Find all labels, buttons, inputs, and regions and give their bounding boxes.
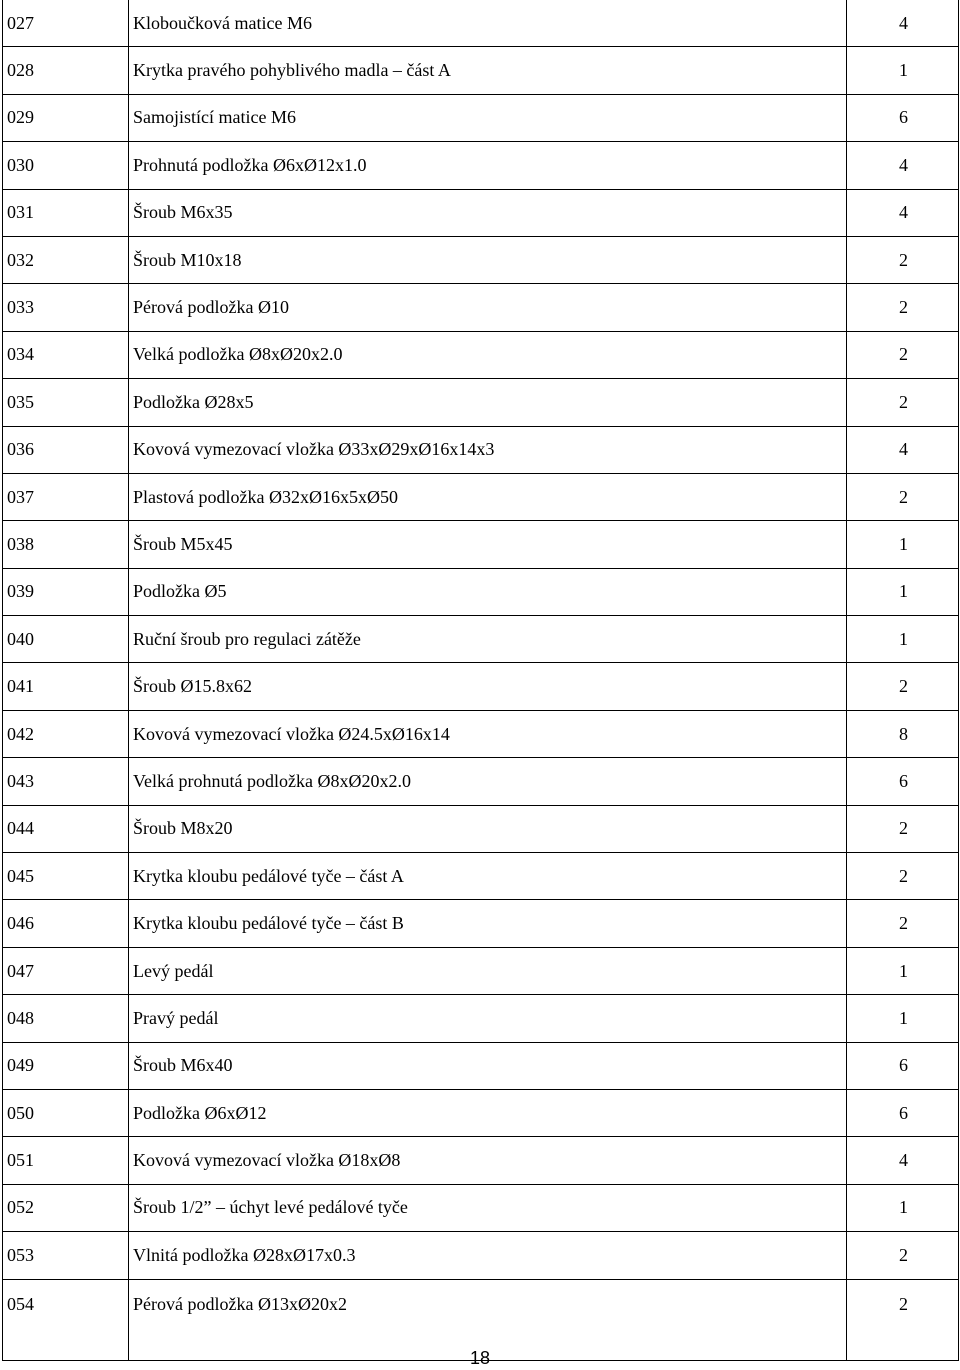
quantity-cell: 1 <box>847 1184 959 1231</box>
quantity-cell: 2 <box>847 853 959 900</box>
table-row <box>3 1042 959 1089</box>
quantity-cell: 1 <box>847 47 959 94</box>
parts-table-body <box>3 0 959 1360</box>
part-number-cell: 028 <box>3 47 129 94</box>
part-name-cell: Kovová vymezovací vložka Ø33xØ29xØ16x14x3 <box>129 426 847 473</box>
part-number-cell: 052 <box>3 1184 129 1231</box>
quantity-cell: 1 <box>847 568 959 615</box>
part-number-cell: 029 <box>3 94 129 141</box>
table-row <box>3 47 959 94</box>
quantity-cell: 1 <box>847 995 959 1042</box>
part-name-cell: Podložka Ø6xØ12 <box>129 1089 847 1136</box>
quantity-cell: 6 <box>847 1042 959 1089</box>
table-row <box>3 521 959 568</box>
quantity-cell: 4 <box>847 0 959 47</box>
part-number-cell: 035 <box>3 379 129 426</box>
part-number-cell: 039 <box>3 568 129 615</box>
part-name-cell: Ruční šroub pro regulaci zátěže <box>129 616 847 663</box>
table-row <box>3 805 959 852</box>
table-row <box>3 616 959 663</box>
quantity-cell: 4 <box>847 1137 959 1184</box>
part-name-cell: Pérová podložka Ø13xØ20x2 <box>129 1279 847 1360</box>
part-name-cell: Kovová vymezovací vložka Ø18xØ8 <box>129 1137 847 1184</box>
part-number-cell: 050 <box>3 1089 129 1136</box>
part-number-cell: 027 <box>3 0 129 47</box>
part-number-cell: 044 <box>3 805 129 852</box>
page-number: 18 <box>469 1348 491 1368</box>
quantity-cell: 2 <box>847 331 959 378</box>
quantity-cell: 2 <box>847 900 959 947</box>
part-name-cell: Krytka kloubu pedálové tyče – část A <box>129 853 847 900</box>
part-name-cell: Krytka kloubu pedálové tyče – část B <box>129 900 847 947</box>
table-row <box>3 473 959 520</box>
part-name-cell: Podložka Ø28x5 <box>129 379 847 426</box>
quantity-cell: 1 <box>847 616 959 663</box>
table-row <box>3 995 959 1042</box>
part-number-cell: 030 <box>3 142 129 189</box>
table-row <box>3 331 959 378</box>
table-row <box>3 379 959 426</box>
part-name-cell: Šroub M10x18 <box>129 236 847 283</box>
quantity-cell: 1 <box>847 521 959 568</box>
part-number-cell: 047 <box>3 947 129 994</box>
part-name-cell: Šroub M6x35 <box>129 189 847 236</box>
table-row <box>3 142 959 189</box>
table-row <box>3 568 959 615</box>
part-number-cell: 043 <box>3 758 129 805</box>
part-name-cell: Pérová podložka Ø10 <box>129 284 847 331</box>
quantity-cell: 2 <box>847 1232 959 1279</box>
quantity-cell: 4 <box>847 426 959 473</box>
part-name-cell: Šroub M6x40 <box>129 1042 847 1089</box>
part-number-cell: 036 <box>3 426 129 473</box>
part-name-cell: Šroub M5x45 <box>129 521 847 568</box>
table-row <box>3 900 959 947</box>
table-row <box>3 189 959 236</box>
table-row <box>3 426 959 473</box>
table-row <box>3 284 959 331</box>
part-name-cell: Velká podložka Ø8xØ20x2.0 <box>129 331 847 378</box>
quantity-cell: 2 <box>847 379 959 426</box>
part-name-cell: Šroub 1/2” – úchyt levé pedálové tyče <box>129 1184 847 1231</box>
table-row <box>3 0 959 47</box>
part-name-cell: Plastová podložka Ø32xØ16x5xØ50 <box>129 473 847 520</box>
part-number-cell: 051 <box>3 1137 129 1184</box>
table-row <box>3 1232 959 1279</box>
part-number-cell: 042 <box>3 710 129 757</box>
part-number-cell: 041 <box>3 663 129 710</box>
quantity-cell: 2 <box>847 284 959 331</box>
part-number-cell: 031 <box>3 189 129 236</box>
table-row <box>3 758 959 805</box>
table-row <box>3 947 959 994</box>
part-number-cell: 048 <box>3 995 129 1042</box>
quantity-cell: 8 <box>847 710 959 757</box>
table-row <box>3 236 959 283</box>
part-number-cell: 033 <box>3 284 129 331</box>
quantity-cell: 6 <box>847 1089 959 1136</box>
part-number-cell: 053 <box>3 1232 129 1279</box>
table-row <box>3 663 959 710</box>
table-row <box>3 710 959 757</box>
part-name-cell: Šroub Ø15.8x62 <box>129 663 847 710</box>
part-number-cell: 037 <box>3 473 129 520</box>
quantity-cell: 4 <box>847 142 959 189</box>
part-name-cell: Prohnutá podložka Ø6xØ12x1.0 <box>129 142 847 189</box>
part-number-cell: 040 <box>3 616 129 663</box>
part-name-cell: Samojistící matice M6 <box>129 94 847 141</box>
quantity-cell: 2 <box>847 1279 959 1360</box>
part-number-cell: 046 <box>3 900 129 947</box>
parts-table <box>2 0 959 1361</box>
quantity-cell: 2 <box>847 663 959 710</box>
part-name-cell: Kloboučková matice M6 <box>129 0 847 47</box>
part-name-cell: Šroub M8x20 <box>129 805 847 852</box>
quantity-cell: 2 <box>847 473 959 520</box>
part-name-cell: Krytka pravého pohyblivého madla – část A <box>129 47 847 94</box>
table-row <box>3 1089 959 1136</box>
part-name-cell: Kovová vymezovací vložka Ø24.5xØ16x14 <box>129 710 847 757</box>
part-number-cell: 045 <box>3 853 129 900</box>
part-number-cell: 038 <box>3 521 129 568</box>
quantity-cell: 4 <box>847 189 959 236</box>
part-number-cell: 049 <box>3 1042 129 1089</box>
table-row <box>3 1184 959 1231</box>
quantity-cell: 2 <box>847 236 959 283</box>
quantity-cell: 1 <box>847 947 959 994</box>
part-number-cell: 034 <box>3 331 129 378</box>
part-name-cell: Vlnitá podložka Ø28xØ17x0.3 <box>129 1232 847 1279</box>
part-name-cell: Levý pedál <box>129 947 847 994</box>
part-name-cell: Pravý pedál <box>129 995 847 1042</box>
table-row <box>3 94 959 141</box>
part-name-cell: Velká prohnutá podložka Ø8xØ20x2.0 <box>129 758 847 805</box>
table-row <box>3 1137 959 1184</box>
part-name-cell: Podložka Ø5 <box>129 568 847 615</box>
part-number-cell: 032 <box>3 236 129 283</box>
part-number-cell: 054 <box>3 1279 129 1360</box>
quantity-cell: 2 <box>847 805 959 852</box>
table-row <box>3 853 959 900</box>
quantity-cell: 6 <box>847 758 959 805</box>
quantity-cell: 6 <box>847 94 959 141</box>
